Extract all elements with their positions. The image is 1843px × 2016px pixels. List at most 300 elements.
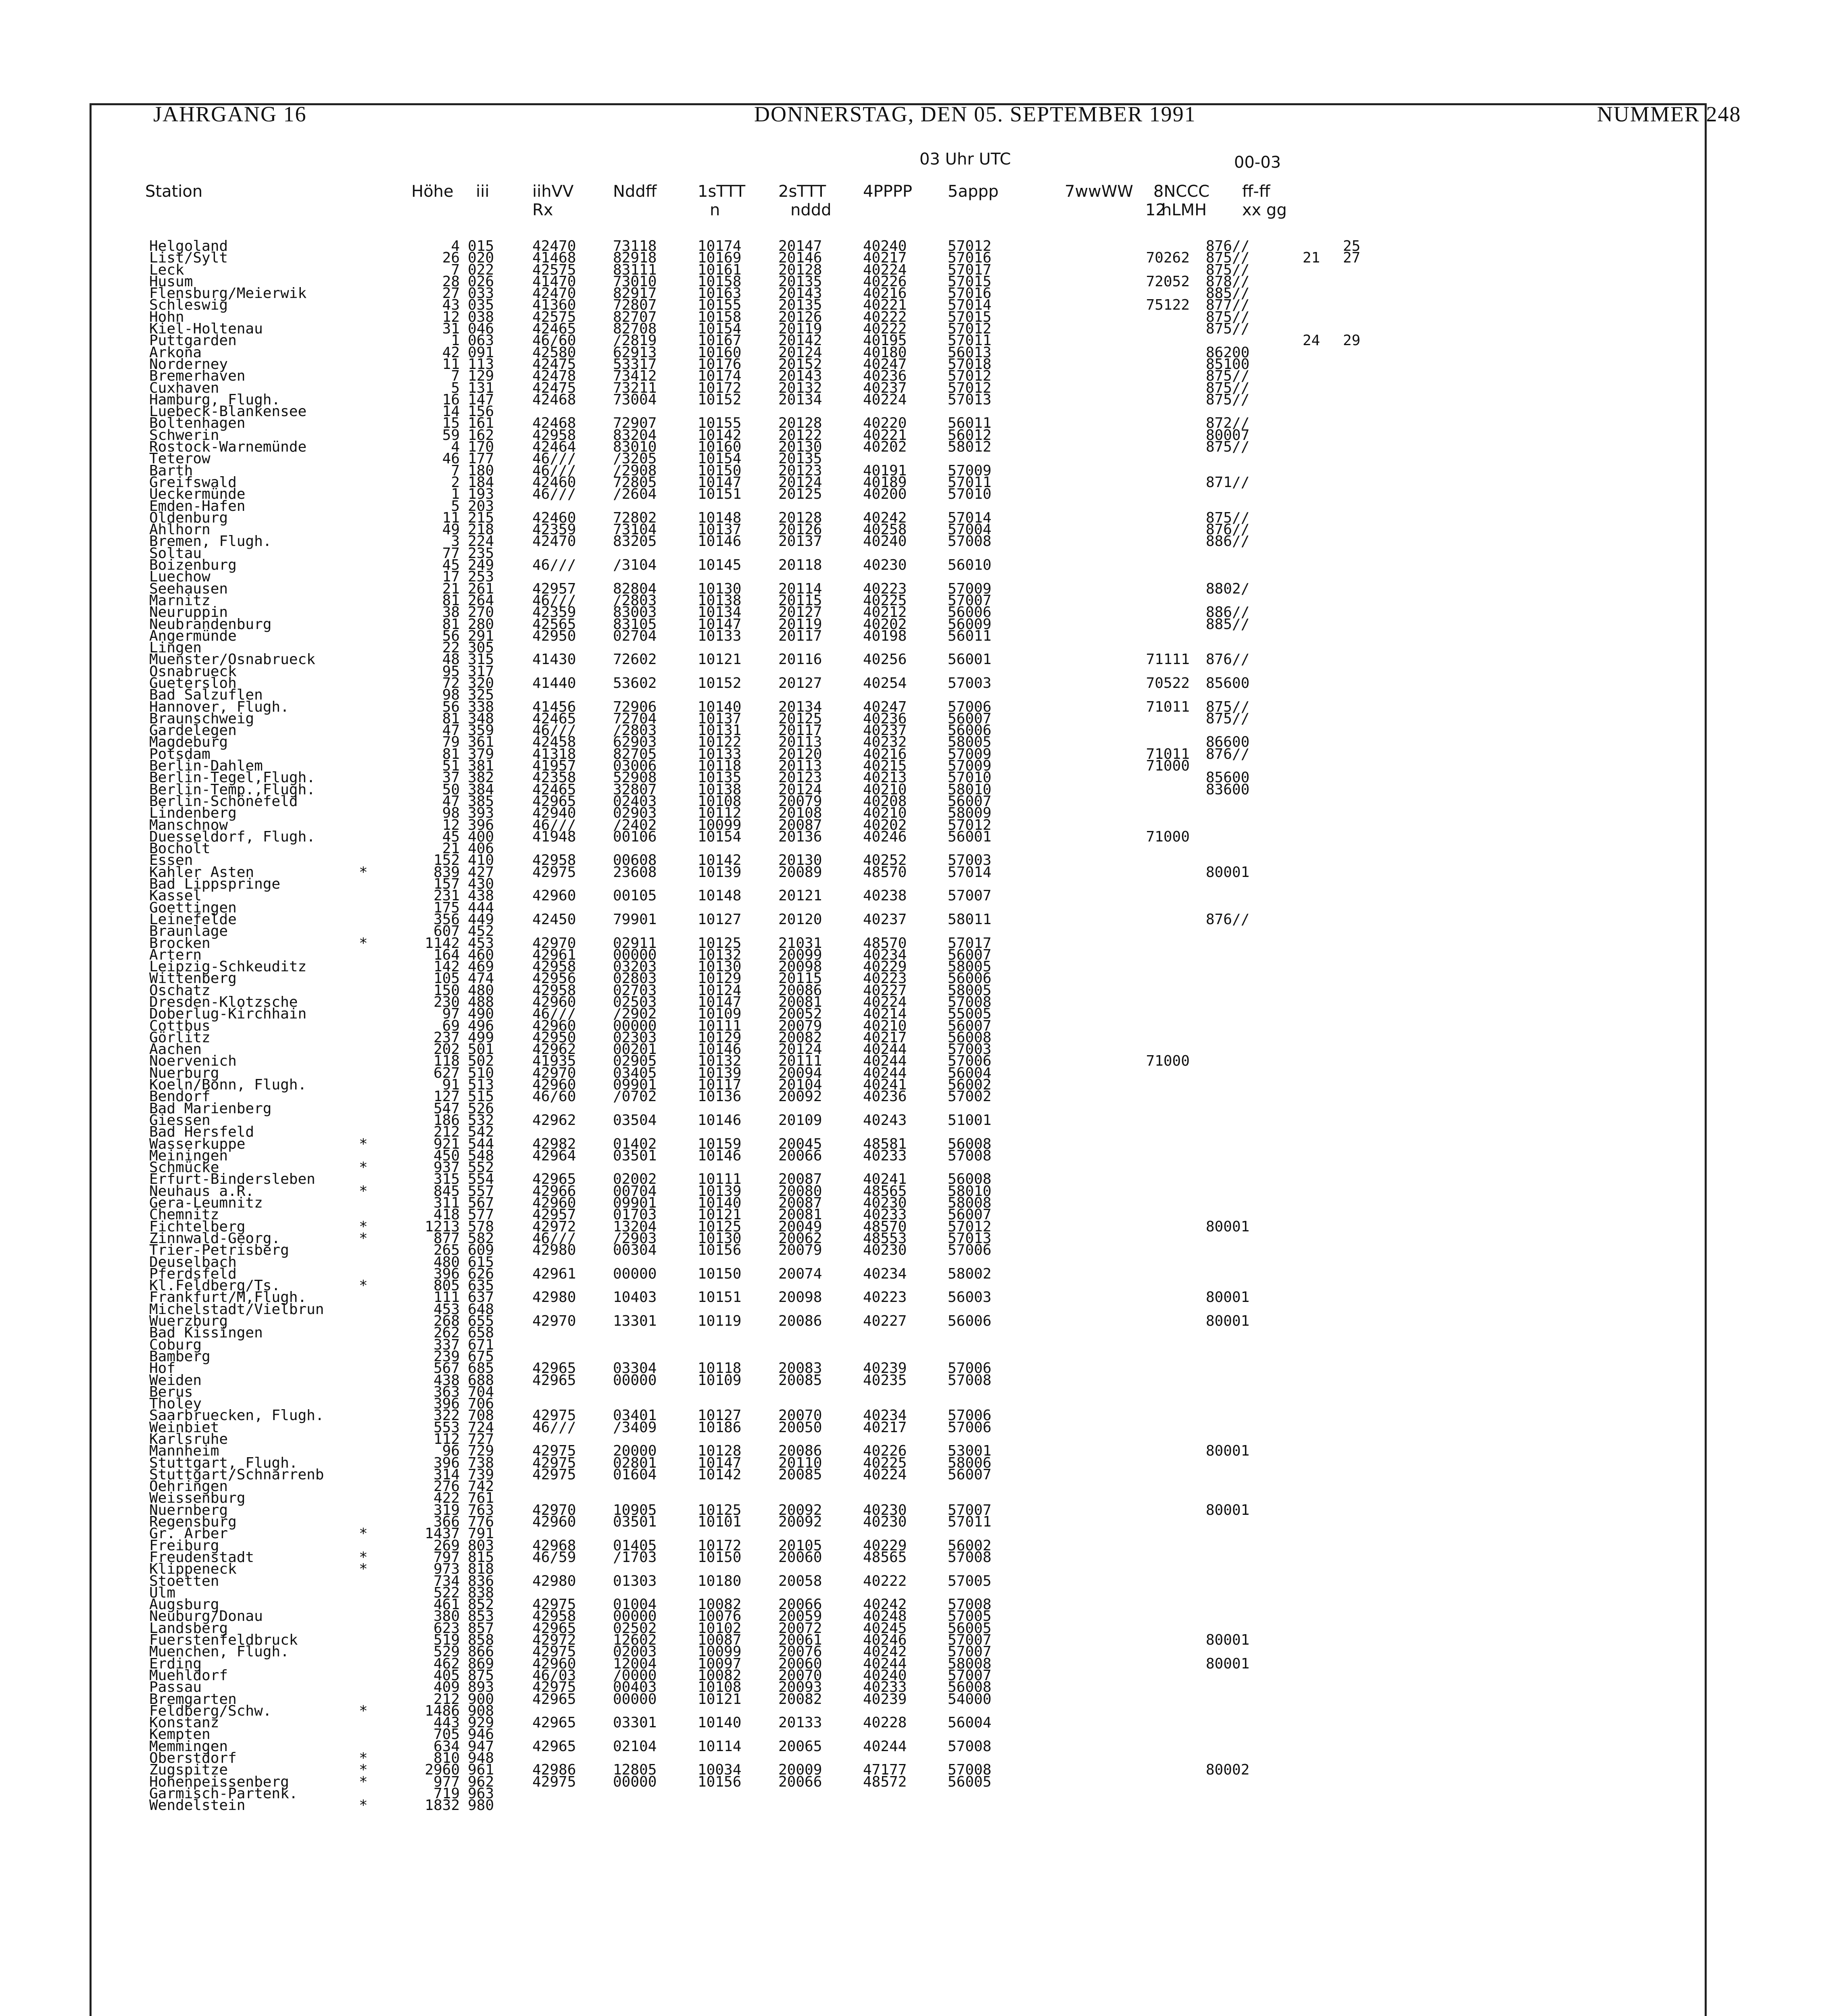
synop-group: 20098 [778,958,822,975]
synop-group: 20127 [778,604,822,621]
synop-group: 42958 [532,1608,576,1625]
synop-group: 42980 [532,1242,576,1259]
synop-group: 57003 [948,675,992,691]
station-index: 578 [468,1218,494,1235]
station-height: 1486 [425,1702,460,1719]
station-name: Bocholt [149,840,211,857]
station-height: 50 [442,781,460,798]
station-index: 474 [468,970,494,987]
synop-group: 40227 [863,982,907,999]
synop-group: 57010 [948,769,992,786]
synop-group: 20143 [778,285,822,302]
station-name: Oberstdorf [149,1750,237,1766]
synop-group: 83105 [613,616,657,633]
station-height: 51 [442,758,460,775]
synop-group: 40254 [863,675,907,691]
station-height: 81 [442,710,460,727]
synop-group: 20146 [778,250,822,267]
station-name: Luechow [149,569,211,585]
synop-group: 62913 [613,344,657,361]
station-name: Garmisch-Partenk. [149,1785,298,1802]
station-height: 607 [433,923,460,940]
station-height: 553 [433,1419,460,1436]
synop-group: 40230 [863,1514,907,1531]
synop-group: 40230 [863,1502,907,1518]
synop-group: 03006 [613,758,657,775]
synop-group: 42465 [532,321,576,337]
col-iii: iii [476,182,490,201]
synop-group: 56001 [948,828,992,845]
station-index: 615 [468,1254,494,1270]
synop-group: 42465 [532,781,576,798]
station-height: 623 [433,1620,460,1637]
station-index: 430 [468,876,494,893]
synop-group: 10155 [698,415,742,432]
cloud-group: 80001 [1206,1289,1250,1306]
synop-group: 40233 [863,1147,907,1164]
synop-group: 10137 [698,521,742,538]
cloud-group: 875// [1206,509,1250,526]
mountain-marker: * [359,1159,368,1176]
synop-group: 40214 [863,1006,907,1023]
mountain-marker: * [359,1230,368,1247]
station-height: 438 [433,1372,460,1389]
synop-group: 20000 [613,1443,657,1460]
station-name: Husum [149,273,193,290]
synop-group: 72602 [613,651,657,668]
synop-group: 20066 [778,1596,822,1613]
synop-group: 40240 [863,1667,907,1684]
station-name: Muehldorf [149,1667,228,1684]
synop-group: 42468 [532,391,576,408]
synop-group: 57009 [948,758,992,775]
synop-group: 10109 [698,1372,742,1389]
synop-group: 02911 [613,935,657,952]
col-hlmh: hLMH [1161,201,1207,219]
station-index: 156 [468,403,494,420]
synop-group: 03203 [613,958,657,975]
synop-group: 10152 [698,675,742,691]
synop-group: 56002 [948,1537,992,1554]
synop-group: 00000 [613,1017,657,1034]
station-name: Stoetten [149,1572,219,1589]
station-height: 14 [442,403,460,420]
station-name: Hannover, Flugh. [149,698,289,715]
station-name: Tholey [149,1395,202,1412]
synop-group: 20143 [778,368,822,385]
synop-group: 20123 [778,462,822,479]
station-name: Weiden [149,1372,202,1389]
synop-group: 00201 [613,1041,657,1058]
station-height: 522 [433,1584,460,1601]
synop-group: 00000 [613,1773,657,1790]
cloud-group: 80002 [1206,1762,1250,1779]
synop-group: 02502 [613,1620,657,1637]
synop-group: 42956 [532,970,576,987]
station-name: Wendelstein [149,1797,246,1814]
synop-group: /3409 [613,1419,657,1436]
synop-group: 42450 [532,911,576,928]
station-name: Regensburg [149,1514,237,1531]
synop-group: 57012 [948,379,992,396]
synop-group: 57008 [948,1372,992,1389]
station-index: 113 [468,356,494,373]
synop-group: 72704 [613,710,657,727]
synop-group: 03501 [613,1147,657,1164]
synop-group: 00000 [613,1372,657,1389]
synop-group: 42980 [532,1289,576,1306]
station-index: 515 [468,1088,494,1105]
station-index: 685 [468,1360,494,1377]
synop-group: 40210 [863,805,907,822]
synop-group: 57007 [948,887,992,904]
station-name: Meiningen [149,1147,228,1164]
synop-group: 23608 [613,864,657,881]
synop-group: 10139 [698,1183,742,1200]
synop-group: /3104 [613,557,657,574]
synop-group: 10167 [698,332,742,349]
station-index: 033 [468,285,494,302]
synop-group: /0000 [613,1667,657,1684]
col-iihvv: iihVV [532,182,574,201]
mountain-marker: * [359,1183,368,1200]
synop-group: 20086 [778,1313,822,1330]
station-name: Michelstadt/Vielbrun [149,1301,324,1318]
station-height: 269 [433,1537,460,1554]
station-height: 81 [442,746,460,762]
station-index: 947 [468,1738,494,1755]
synop-group: 20074 [778,1265,822,1282]
col-ww12: 12 [1145,201,1166,219]
synop-group: 20079 [778,1017,822,1034]
station-height: 396 [433,1265,460,1282]
synop-group: 40243 [863,1112,907,1129]
synop-group: 57012 [948,321,992,337]
synop-group: 10174 [698,238,742,254]
station-height: 337 [433,1336,460,1353]
synop-group: 10151 [698,486,742,503]
synop-group: 42960 [532,1017,576,1034]
synop-group: 10108 [698,793,742,810]
synop-group: 54000 [948,1691,992,1708]
station-height: 1832 [425,1797,460,1814]
synop-group: 12805 [613,1762,657,1779]
station-index: 648 [468,1301,494,1318]
synop-group: 10148 [698,887,742,904]
synop-group: 40252 [863,852,907,869]
synop-group: 10076 [698,1608,742,1625]
station-index: 438 [468,887,494,904]
synop-group: 40216 [863,285,907,302]
synop-group: 20066 [778,1773,822,1790]
station-name: Chemnitz [149,1206,219,1223]
synop-group: 40235 [863,1372,907,1389]
synop-group: 20123 [778,769,822,786]
station-name: Fichtelberg [149,1218,246,1235]
station-index: 348 [468,710,494,727]
synop-group: 57016 [948,285,992,302]
station-height: 45 [442,557,460,574]
station-name: Neuruppin [149,604,228,621]
station-index: 858 [468,1632,494,1649]
synop-group: 20109 [778,1112,822,1129]
synop-group: 10119 [698,1313,742,1330]
synop-group: 20121 [778,887,822,904]
station-height: 519 [433,1632,460,1649]
station-index: 444 [468,899,494,916]
synop-group: 40239 [863,1360,907,1377]
station-name: Oschatz [149,982,211,999]
synop-group: 57011 [948,474,992,491]
synop-group: 56008 [948,1029,992,1046]
station-height: 98 [442,687,460,704]
synop-group: 42965 [532,1360,576,1377]
cloud-group: 80001 [1206,1502,1250,1518]
synop-group: 01604 [613,1466,657,1483]
station-index: 488 [468,994,494,1010]
synop-group: 46/// [532,486,576,503]
synop-group: 20086 [778,1443,822,1460]
station-index: 908 [468,1702,494,1719]
synop-group: 20086 [778,982,822,999]
station-height: 11 [442,509,460,526]
synop-group: 57006 [948,698,992,715]
synop-group: 20125 [778,710,822,727]
station-name: Hof [149,1360,176,1377]
cloud-group: 885// [1206,285,1250,302]
station-height: 396 [433,1454,460,1471]
synop-group: 10147 [698,474,742,491]
synop-group: 56006 [948,1313,992,1330]
synop-group: 57008 [948,1147,992,1164]
cloud-group: 875// [1206,391,1250,408]
synop-group: 40244 [863,1064,907,1081]
synop-group: 40237 [863,911,907,928]
station-height: 5 [451,379,460,396]
station-height: 405 [433,1667,460,1684]
synop-group: 10112 [698,805,742,822]
station-name: Coburg [149,1336,202,1353]
station-height: 1 [451,332,460,349]
station-height: 322 [433,1407,460,1424]
station-index: 427 [468,864,494,881]
station-name: Klippeneck [149,1561,237,1578]
station-name: Hohn [149,308,184,325]
synop-group: 83111 [613,261,657,278]
synop-group: 03304 [613,1360,657,1377]
station-height: 202 [433,1041,460,1058]
station-index: 962 [468,1773,494,1790]
synop-group: 52908 [613,769,657,786]
station-index: 963 [468,1785,494,1802]
station-height: 21 [442,840,460,857]
synop-group: 02803 [613,970,657,987]
station-height: 157 [433,876,460,893]
synop-group: 56007 [948,1206,992,1223]
station-name: Oehringen [149,1478,228,1495]
synop-group: 46/// [532,1419,576,1436]
synop-group: 58002 [948,1265,992,1282]
synop-group: 40224 [863,1466,907,1483]
synop-group: 10128 [698,1443,742,1460]
synop-group: 00608 [613,852,657,869]
synop-group: 57008 [948,1762,992,1779]
station-index: 948 [468,1750,494,1766]
synop-group: 20060 [778,1655,822,1672]
station-height: 56 [442,627,460,644]
station-index: 803 [468,1537,494,1554]
station-height: 719 [433,1785,460,1802]
station-height: 797 [433,1549,460,1566]
station-height: 453 [433,1301,460,1318]
synop-group: 40217 [863,1419,907,1436]
station-index: 900 [468,1691,494,1708]
station-index: 635 [468,1277,494,1294]
station-index: 961 [468,1762,494,1779]
synop-group: 40221 [863,427,907,444]
synop-group: 56012 [948,427,992,444]
synop-group: 53317 [613,356,657,373]
synop-group: 40202 [863,439,907,456]
station-index: 548 [468,1147,494,1164]
synop-group: 20085 [778,1466,822,1483]
station-name: Bremgarten [149,1691,237,1708]
station-height: 422 [433,1490,460,1507]
synop-group: 40237 [863,379,907,396]
synop-group: 56006 [948,970,992,987]
synop-group: 20062 [778,1230,822,1247]
synop-group: 40220 [863,415,907,432]
cloud-group: 875// [1206,308,1250,325]
station-index: 496 [468,1017,494,1034]
synop-group: 41948 [532,828,576,845]
station-index: 452 [468,923,494,940]
synop-group: 10132 [698,1053,742,1070]
synop-group: 02002 [613,1171,657,1188]
synop-group: 10180 [698,1572,742,1589]
station-index: 170 [468,439,494,456]
cloud-group: 886// [1206,604,1250,621]
synop-group: 13301 [613,1313,657,1330]
time-utc-label: 03 Uhr UTC [919,150,1011,169]
synop-group: 20087 [778,816,822,833]
synop-group: 42464 [532,439,576,456]
station-index: 046 [468,321,494,337]
station-index: 869 [468,1655,494,1672]
synop-group: 58011 [948,911,992,928]
synop-group: 55005 [948,1006,992,1023]
synop-group: 10135 [698,769,742,786]
synop-group: 10158 [698,273,742,290]
synop-group: 10160 [698,439,742,456]
station-name: Angermünde [149,627,237,644]
synop-group: 02703 [613,982,657,999]
synop-group: 40248 [863,1608,907,1625]
synop-group: 48570 [863,864,907,881]
station-height: 45 [442,828,460,845]
station-height: 547 [433,1100,460,1117]
synop-group: 10102 [698,1620,742,1637]
synop-group: 40246 [863,1632,907,1649]
weather-group: 71000 [1146,828,1190,845]
synop-group: 72906 [613,698,657,715]
synop-group: 10136 [698,1088,742,1105]
cloud-group: 83600 [1206,781,1250,798]
synop-group: 10124 [698,982,742,999]
station-index: 542 [468,1124,494,1141]
station-height: 118 [433,1053,460,1070]
synop-group: 20094 [778,1064,822,1081]
synop-group: 56011 [948,415,992,432]
station-name: Marnitz [149,592,211,609]
station-height: 363 [433,1383,460,1400]
synop-group: 48565 [863,1549,907,1566]
synop-group: 57008 [948,1596,992,1613]
synop-group: 02801 [613,1454,657,1471]
station-name: Weinbiet [149,1419,219,1436]
station-index: 739 [468,1466,494,1483]
mountain-marker: * [359,1561,368,1578]
station-height: 12 [442,308,460,325]
station-name: Erding [149,1655,202,1672]
station-height: 311 [433,1195,460,1212]
station-index: 626 [468,1265,494,1282]
synop-group: 20122 [778,427,822,444]
synop-group: 10101 [698,1514,742,1531]
cloud-group: 876// [1206,746,1250,762]
synop-group: 53001 [948,1443,992,1460]
synop-group: 41318 [532,746,576,762]
station-index: 400 [468,828,494,845]
synop-group: 02303 [613,1029,657,1046]
station-height: 47 [442,793,460,810]
synop-group: 42958 [532,982,576,999]
synop-group: 20087 [778,1195,822,1212]
col-xxgg: xx gg [1242,201,1287,219]
synop-group: 57009 [948,462,992,479]
synop-group: 10134 [698,604,742,621]
station-height: 69 [442,1017,460,1034]
synop-group: 10142 [698,852,742,869]
station-index: 552 [468,1159,494,1176]
synop-group: /2908 [613,462,657,479]
station-name: Norderney [149,356,228,373]
synop-group: 20125 [778,486,822,503]
synop-group: 40202 [863,616,907,633]
synop-group: 57008 [948,1549,992,1566]
synop-group: 57017 [948,261,992,278]
synop-group: 40232 [863,734,907,751]
synop-group: 20081 [778,1206,822,1223]
station-name: Bad Hersfeld [149,1124,254,1141]
station-height: 705 [433,1726,460,1743]
synop-group: 46/59 [532,1549,576,1566]
station-index: 499 [468,1029,494,1046]
synop-group: 40230 [863,1195,907,1212]
synop-group: 40245 [863,1620,907,1637]
station-index: 091 [468,344,494,361]
station-index: 727 [468,1431,494,1447]
synop-group: 57009 [948,580,992,597]
synop-group: 10150 [698,1549,742,1566]
synop-group: 20049 [778,1218,822,1235]
synop-group: 10133 [698,746,742,762]
synop-group: 20079 [778,793,822,810]
station-index: 637 [468,1289,494,1306]
cloud-group: 876// [1206,651,1250,668]
station-index: 291 [468,627,494,644]
station-height: 111 [433,1289,460,1306]
